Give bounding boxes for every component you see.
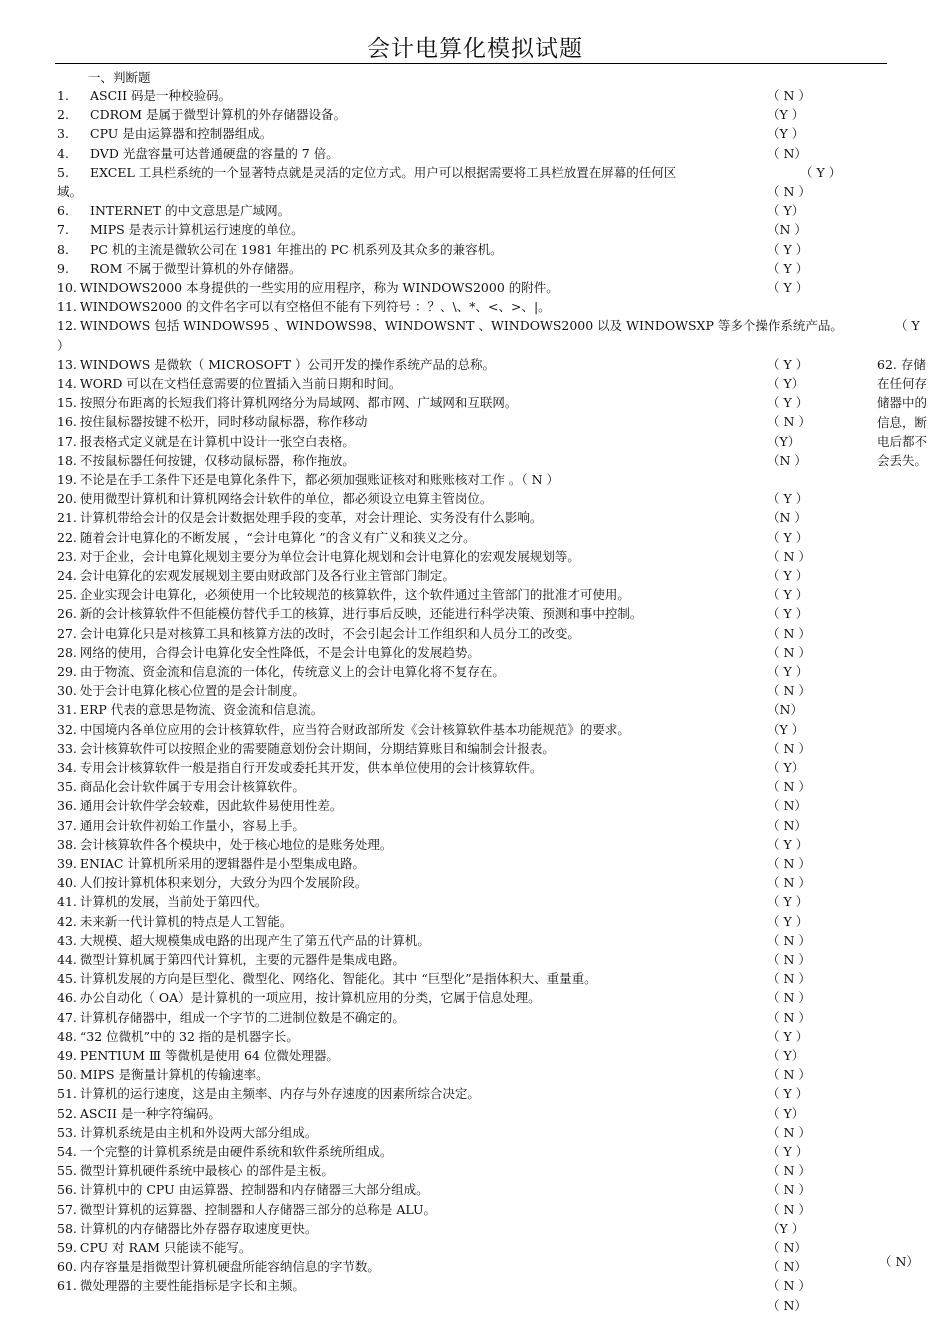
question-number: 59. — [57, 1240, 77, 1255]
answer-mark: （ Y） — [767, 203, 805, 219]
answer-mark: （ Y ） — [767, 356, 809, 372]
question-item — [57, 357, 495, 373]
answer-mark: （ N） — [767, 817, 807, 833]
question-number: 13. — [57, 356, 77, 372]
question-number: 40. — [57, 875, 77, 891]
question-text: 会计电算化只是对核算工具和核算方法的改时，不会引起会计工作组织和人员分工的改变。 — [79, 625, 580, 641]
question-text: 按住鼠标器按键不松开，同时移动鼠标器，称作移动 — [79, 414, 368, 430]
question-text: WINDOWS 是微软（ MICROSOFT ）公司开发的操作系统产品的总称。 — [79, 356, 495, 372]
question-text: 微型计算机硬件系统中最核心 的部件是主板。 — [79, 1163, 334, 1179]
question-item — [57, 837, 392, 853]
question-text: EXCEL 工具栏系统的一个显著特点就是灵活的定位方式。用户可以根据需要将工具栏放置在屏幕的任何区 — [90, 164, 677, 180]
question-text: MIPS 是表示计算机运行速度的单位。 — [90, 222, 304, 238]
answer-mark: （Y ） — [767, 1220, 805, 1236]
question-number: 21. — [57, 510, 77, 526]
question-text: DVD 光盘容量可达普通硬盘的容量的 7 倍。 — [90, 145, 339, 161]
answer-mark: （ N ） — [767, 644, 811, 660]
question-number: 47. — [57, 1009, 77, 1025]
answer-mark: （ N ） — [767, 1163, 811, 1179]
answer-mark: （ Y） — [767, 376, 805, 391]
question-number: 58. — [57, 1220, 77, 1236]
question-text: CDROM 是属于微型计算机的外存储器设备。 — [90, 107, 347, 123]
answer-mark: （ N ） — [767, 88, 811, 103]
question-text: 计算机系统是由主机和外设两大部分组成。 — [79, 1124, 318, 1140]
answer-mark: （Y ） — [767, 107, 805, 123]
page-title: 会计电算化模拟试题 — [367, 36, 583, 62]
question-text: 按照分布距离的长短我们将计算机网络分为局域网、都市网、广域网和互联网。 — [79, 395, 518, 411]
question-item — [57, 683, 305, 699]
question-item — [57, 395, 517, 411]
answer-mark: （ Y ） — [767, 836, 809, 852]
question-text: 大规模、超大规模集成电路的出现产生了第五代产品的计算机。 — [79, 932, 430, 948]
question-text: 会计电算化的宏观发展规划主要由财政部门及各行业主管部门制定。 — [79, 568, 455, 583]
question-text: 不按鼠标器任何按键，仅移动鼠标器，称作拖放。 — [79, 452, 355, 468]
answer-mark: （Y ） — [767, 126, 805, 142]
answer-mark: （ N ） — [767, 779, 811, 795]
question-item — [57, 894, 267, 910]
question-item — [57, 530, 476, 546]
question-item — [57, 1029, 299, 1045]
question-text: WORD 可以在文档任意需要的位置插入当前日期和时间。 — [79, 376, 402, 391]
question-number: 19. — [57, 472, 77, 487]
question-number: 31. — [57, 702, 77, 718]
question-text: 随着会计电算化的不断发展 ，“会计电算化 ”的含义有广义和狭义之分。 — [79, 529, 476, 545]
question-number: 18. — [57, 452, 77, 468]
answer-mark: （ N ） — [767, 875, 811, 891]
question-text: 微型计算机属于第四代计算机，主要的元器件是集成电路。 — [79, 952, 405, 967]
question-text: 商品化会计软件属于专用会计核算软件。 — [79, 779, 305, 795]
question-item — [57, 1106, 221, 1122]
question-text: ASCII 码是一种校验码。 — [90, 88, 232, 103]
question-item — [57, 933, 430, 949]
question-number: 26. — [57, 606, 77, 622]
question-item — [57, 376, 401, 392]
answer-mark: （N ） — [767, 510, 807, 526]
question-number: 50. — [57, 1067, 77, 1083]
question-number: 11. — [57, 299, 77, 315]
question-text: WINDOWS 包括 WINDOWS95 、WINDOWS98、WINDOWSNT 、WINDOWS2000 以及 WINDOWSXP 等多个操作系统产品。 — [79, 318, 843, 334]
question-text: 报表格式定义就是在计算机中设计一张空白表格。 — [79, 433, 355, 449]
question-number: 38. — [57, 836, 77, 852]
answer-mark: （ Y ） — [767, 491, 809, 507]
question-item — [57, 107, 346, 123]
answer-mark: （ N ） — [767, 1278, 811, 1294]
question-text: “32 位微机”中的 32 指的是机器字长。 — [79, 1028, 299, 1044]
question-number: 9. — [57, 260, 69, 276]
question-text: PC 机的主流是微软公司在 1981 年推出的 PC 机系列及其众多的兼容机。 — [90, 241, 503, 257]
question-number: 14. — [57, 376, 77, 391]
question-number: 8. — [57, 241, 69, 257]
question-text: 计算机的发展，当前处于第四代。 — [79, 894, 268, 910]
question-item — [57, 126, 272, 142]
answer-mark: （ N ） — [767, 971, 811, 987]
section-heading: 一、判断题 — [88, 70, 151, 85]
question-item — [57, 1144, 392, 1160]
question-text: INTERNET 的中文意思是广域网。 — [90, 203, 291, 219]
question-item — [57, 318, 843, 334]
answer-mark: （ N ） — [767, 1201, 811, 1217]
question-number: 27. — [57, 625, 77, 641]
question-number: 37. — [57, 817, 77, 833]
question-text: 计算机带给会计的仅是会计数据处理手段的变革，对会计理论、实务没有什么影响。 — [79, 510, 543, 526]
question-item — [57, 146, 339, 162]
question-number: 43. — [57, 932, 77, 948]
question-number: 56. — [57, 1182, 77, 1198]
side-note-line: 62. 存储 — [877, 357, 926, 372]
question-item — [57, 414, 367, 430]
question-item — [57, 645, 480, 661]
question-item — [57, 856, 365, 872]
question-item — [57, 952, 405, 968]
answer-mark: （ N ） — [767, 856, 811, 871]
answer-mark: （ Y） — [767, 1105, 805, 1121]
question-text: 办公自动化（ OA）是计算机的一项应用，按计算机应用的分类，它属于信息处理。 — [79, 990, 541, 1006]
question-text: 网络的使用，合得会计电算化安全性降低，不是会计电算化的发展趋势。 — [79, 644, 480, 660]
question-number: 61. — [57, 1278, 77, 1294]
answer-mark: （ N ） — [767, 740, 811, 756]
answer-mark: （ Y ） — [767, 1144, 809, 1159]
question-number: 34. — [57, 760, 77, 775]
question-text: WINDOWS2000 本身提供的一些实用的应用程序，称为 WINDOWS2000 的附件。 — [79, 280, 559, 295]
question-item — [57, 779, 305, 795]
question-number: 7. — [57, 222, 69, 238]
answer-mark: （ Y ） — [767, 664, 809, 679]
question-text: 通用会计软件学会较难，因此软件易使用性差。 — [79, 798, 343, 814]
answer-mark: （ N ） — [767, 1182, 811, 1198]
question-number: 12. — [57, 318, 77, 334]
question-item — [57, 1240, 251, 1256]
question-item — [57, 434, 355, 450]
question-number: 5. — [57, 164, 69, 180]
question-text: 微处理器的主要性能指标是字长和主频。 — [79, 1278, 305, 1294]
question-item — [57, 587, 630, 603]
question-number: 15. — [57, 395, 77, 411]
question-number: 41. — [57, 894, 77, 910]
question-number: 39. — [57, 856, 77, 871]
question-number: 35. — [57, 779, 77, 795]
question-item — [57, 818, 305, 834]
question-item — [57, 1048, 339, 1064]
question-text: ERP 代表的意思是物流、资金流和信息流。 — [79, 702, 324, 718]
side-note-line: 会丢失。 — [877, 453, 928, 469]
answer-mark: （ Y ） — [767, 587, 809, 603]
answer-mark: （ Y ） — [767, 606, 809, 622]
question-text: 处于会计电算化核心位置的是会计制度。 — [79, 683, 305, 699]
question-continuation: ） — [57, 337, 70, 353]
question-number: 22. — [57, 529, 77, 545]
question-number: 3. — [57, 126, 69, 142]
question-text: 专用会计核算软件一般是指自行开发或委托其开发，供本单位使用的会计核算软件。 — [79, 760, 543, 775]
question-item — [57, 875, 367, 891]
question-text: ROM 不属于微型计算机的外存储器。 — [90, 260, 302, 276]
question-text: 不论是在手工条件下还是电算化条件下，都必须加强账证核对和账账核对工作 。（ N ） — [79, 472, 559, 487]
question-text: 计算机的内存储器比外存器存取速度更快。 — [79, 1220, 318, 1236]
question-item — [57, 1278, 305, 1294]
question-item — [57, 88, 231, 104]
question-text: 计算机中的 CPU 由运算器、控制器和内存储器三大部分组成。 — [79, 1182, 429, 1198]
question-number: 57. — [57, 1201, 77, 1217]
question-item — [57, 568, 455, 584]
question-item — [57, 741, 555, 757]
question-item — [57, 798, 342, 814]
question-item — [57, 971, 597, 987]
question-number: 16. — [57, 414, 77, 430]
answer-mark: （ N ） — [767, 932, 811, 948]
question-text: 计算机存储器中，组成一个字节的二进制位数是不确定的。 — [79, 1009, 405, 1025]
question-item — [57, 1067, 269, 1083]
answer-mark: （ Y ） — [767, 1086, 809, 1102]
question-text: MIPS 是衡量计算机的传输速率。 — [79, 1067, 269, 1083]
question-number: 4. — [57, 145, 69, 161]
side-note — [877, 355, 939, 470]
question-number: 24. — [57, 568, 77, 583]
question-item — [57, 1086, 480, 1102]
question-item — [57, 203, 290, 219]
question-number: 36. — [57, 798, 77, 814]
question-item — [57, 472, 559, 488]
answer-mark: （ N） — [767, 145, 807, 161]
question-item — [57, 702, 323, 718]
question-number: 30. — [57, 683, 77, 699]
question-item — [57, 760, 542, 776]
answer-mark: （ N ） — [767, 414, 811, 430]
question-item — [57, 299, 551, 315]
question-item — [57, 453, 355, 469]
question-number: 49. — [57, 1048, 77, 1063]
question-text: ENIAC 计算机所采用的逻辑器件是小型集成电路。 — [79, 856, 365, 871]
side-note-line: 电后都不 — [877, 433, 928, 449]
question-text: 企业实现会计电算化，必须使用一个比较规范的核算软件，这个软件通过主管部门的批准才可使用。 — [79, 587, 630, 603]
question-item — [57, 1163, 334, 1179]
question-number: 55. — [57, 1163, 77, 1179]
question-item — [57, 261, 301, 277]
question-item — [57, 165, 676, 181]
question-item — [57, 549, 580, 565]
question-number: 28. — [57, 644, 77, 660]
side-note-line: 信息，断 — [877, 414, 928, 430]
question-text: 会计核算软件各个模块中，处于核心地位的是账务处理。 — [79, 836, 393, 852]
answer-mark: （ N ） — [767, 625, 811, 641]
question-item — [57, 1182, 429, 1198]
question-text: CPU 是由运算器和控制器组成。 — [90, 126, 273, 142]
question-text: 中国境内各单位应用的会计核算软件，应当符合财政部所发《会计核算软件基本功能规范》的要求。 — [79, 721, 630, 737]
answer-mark: （ Y ） — [767, 894, 809, 910]
question-number: 29. — [57, 664, 77, 679]
question-item — [57, 664, 505, 680]
side-answer: （ N） — [879, 1254, 919, 1269]
answer-mark: （ Y — [895, 318, 920, 334]
answer-mark: （N ） — [767, 222, 807, 238]
question-item — [57, 722, 630, 738]
answer-mark: （ Y ） — [800, 164, 842, 180]
question-text: 微型计算机的运算器、控制器和人存储器三部分的总称是 ALU。 — [79, 1201, 437, 1217]
answer-mark: （ N） — [767, 1259, 807, 1275]
answer-mark: （N ） — [767, 452, 807, 468]
question-text: 内存容量是指微型计算机硬盘所能容纳信息的字节数。 — [79, 1259, 380, 1275]
question-item — [57, 222, 304, 238]
question-text: 计算机发展的方向是巨型化、微型化、网络化、智能化。其中 “巨型化”是指体积大、重量重。 — [79, 971, 597, 987]
question-number: 1. — [57, 88, 69, 103]
question-text: 计算机的运行速度，这是由主频率、内存与外存速度的因素所综合决定。 — [79, 1086, 480, 1102]
question-number: 20. — [57, 491, 77, 507]
question-number: 53. — [57, 1124, 77, 1140]
answer-mark: （ N ） — [767, 952, 811, 967]
question-text: 由于物流、资金流和信息流的一体化，传统意义上的会计电算化将不复存在。 — [79, 664, 505, 679]
question-number: 10. — [57, 280, 77, 295]
answer-mark: （ N ） — [767, 184, 811, 199]
answer-mark: （Y ） — [767, 721, 805, 737]
question-number: 51. — [57, 1086, 77, 1102]
question-text: 新的会计核算软件不但能模仿替代手工的核算，进行事后反映，还能进行科学决策、预测和事中控制。 — [79, 606, 643, 622]
question-number: 17. — [57, 433, 77, 449]
question-item — [57, 1010, 405, 1026]
question-text: 使用微型计算机和计算机网络会计软件的单位，都必须设立电算主管岗位。 — [79, 491, 493, 507]
answer-mark: （ N） — [767, 798, 807, 814]
answer-mark: （ N ） — [767, 548, 811, 564]
title-underline — [55, 63, 887, 64]
question-text: 通用会计软件初始工作量小，容易上手。 — [79, 817, 305, 833]
question-number: 2. — [57, 107, 69, 123]
question-number: 23. — [57, 548, 77, 564]
question-number: 42. — [57, 913, 77, 929]
side-note-line: 储器中的 — [877, 395, 928, 411]
question-item — [57, 1202, 436, 1218]
question-item — [57, 626, 580, 642]
answer-mark: （ Y ） — [767, 395, 809, 411]
question-text: 未来新一代计算机的特点是人工智能。 — [79, 913, 293, 929]
question-number: 25. — [57, 587, 77, 603]
question-item — [57, 280, 559, 296]
question-text: WINDOWS2000 的文件名字可以有空格但不能有下列符号 ：？、\、*、<、>、|。 — [79, 299, 551, 315]
answer-mark: （ Y ） — [767, 280, 809, 295]
answer-mark: （ Y ） — [767, 241, 809, 257]
question-text: 一个完整的计算机系统是由硬件系统和软件系统所组成。 — [79, 1144, 393, 1159]
answer-mark: （ N ） — [767, 683, 811, 699]
answer-mark: （N） — [767, 702, 803, 718]
answer-mark: （ Y） — [767, 760, 805, 775]
question-item — [57, 606, 642, 622]
question-item — [57, 510, 542, 526]
question-number: 45. — [57, 971, 77, 987]
question-continuation: 域。 — [57, 184, 83, 199]
question-number: 46. — [57, 990, 77, 1006]
answer-mark: （ N ） — [767, 1009, 811, 1025]
question-text: CPU 对 RAM 只能读不能写。 — [79, 1240, 252, 1255]
answer-mark: （ N） — [767, 1297, 807, 1313]
question-text: PENTIUM Ⅲ 等微机是使用 64 位微处理器。 — [79, 1048, 339, 1063]
question-item — [57, 914, 292, 930]
question-number: 44. — [57, 952, 77, 967]
question-number: 54. — [57, 1144, 77, 1159]
question-number: 60. — [57, 1259, 77, 1275]
question-item — [57, 242, 503, 258]
question-text: 会计核算软件可以按照企业的需要随意划份会计期间，分期结算账目和编制会计报表。 — [79, 740, 555, 756]
question-text: 对于企业，会计电算化规划主要分为单位会计电算化规划和会计电算化的宏观发展规划等。 — [79, 548, 580, 564]
answer-mark: （ Y ） — [767, 913, 809, 929]
question-text: 人们按计算机体积来划分，大致分为四个发展阶段。 — [79, 875, 368, 891]
question-number: 52. — [57, 1105, 77, 1121]
question-number: 33. — [57, 740, 77, 756]
answer-mark: （ Y ） — [767, 568, 809, 583]
question-number: 48. — [57, 1028, 77, 1044]
answer-mark: （ N ） — [767, 1067, 811, 1083]
side-note-line: 在任何存 — [877, 376, 928, 392]
question-number: 32. — [57, 721, 77, 737]
question-item — [57, 1259, 380, 1275]
answer-mark: （ N） — [767, 1240, 807, 1255]
answer-mark: （ Y ） — [767, 260, 809, 276]
question-number: 6. — [57, 203, 69, 219]
question-item — [57, 990, 541, 1006]
answer-mark: （ N ） — [767, 990, 811, 1006]
answer-mark: （ Y ） — [767, 529, 809, 545]
answer-mark: （ N ） — [767, 1124, 811, 1140]
question-item — [57, 1221, 317, 1237]
answer-mark: （ Y ） — [767, 1028, 809, 1044]
answer-mark: （ Y） — [767, 1048, 805, 1063]
question-text: ASCII 是一种字符编码。 — [79, 1105, 221, 1121]
answer-mark: （Y） — [767, 433, 801, 449]
question-item — [57, 491, 492, 507]
question-item — [57, 1125, 317, 1141]
